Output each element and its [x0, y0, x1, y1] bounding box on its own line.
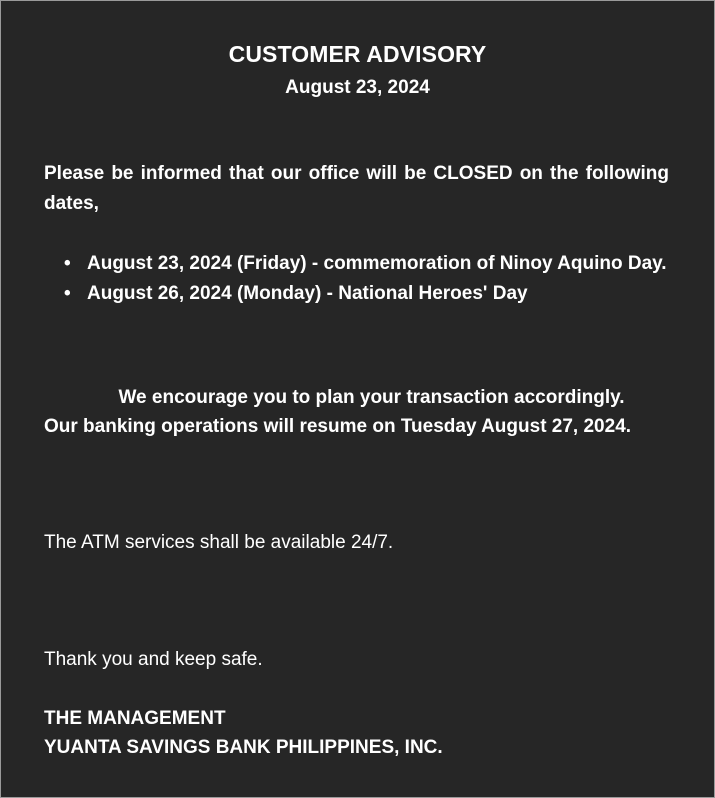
list-item: [44, 249, 669, 279]
company-name: YUANTA SAVINGS BANK PHILIPPINES, INC.: [44, 737, 443, 758]
encourage-line: We encourage you to plan your transaction accordingly.: [118, 387, 625, 408]
advisory-title: CUSTOMER ADVISORY: [228, 41, 487, 67]
closure-dates-list: [44, 249, 669, 309]
signatory: THE MANAGEMENT: [44, 708, 226, 729]
bullet-icon: •: [64, 253, 71, 274]
atm-notice: The ATM services shall be available 24/7.: [44, 532, 394, 553]
list-item: [44, 279, 669, 309]
advisory-date: August 23, 2024: [285, 77, 430, 98]
closure-date-1: August 23, 2024 (Friday) - commemoration of Ninoy Aquino Day.: [87, 253, 667, 274]
intro-paragraph: Please be informed that our office will be CLOSED on the following dates,: [44, 163, 669, 214]
signature-block: [44, 704, 443, 762]
bullet-icon: •: [64, 283, 71, 304]
resume-line: Our banking operations will resume on Tuesday August 27, 2024.: [44, 416, 632, 437]
encourage-paragraph: [44, 383, 669, 441]
closing-line: Thank you and keep safe.: [44, 649, 263, 670]
closure-date-2: August 26, 2024 (Monday) - National Heroes' Day: [87, 283, 528, 304]
